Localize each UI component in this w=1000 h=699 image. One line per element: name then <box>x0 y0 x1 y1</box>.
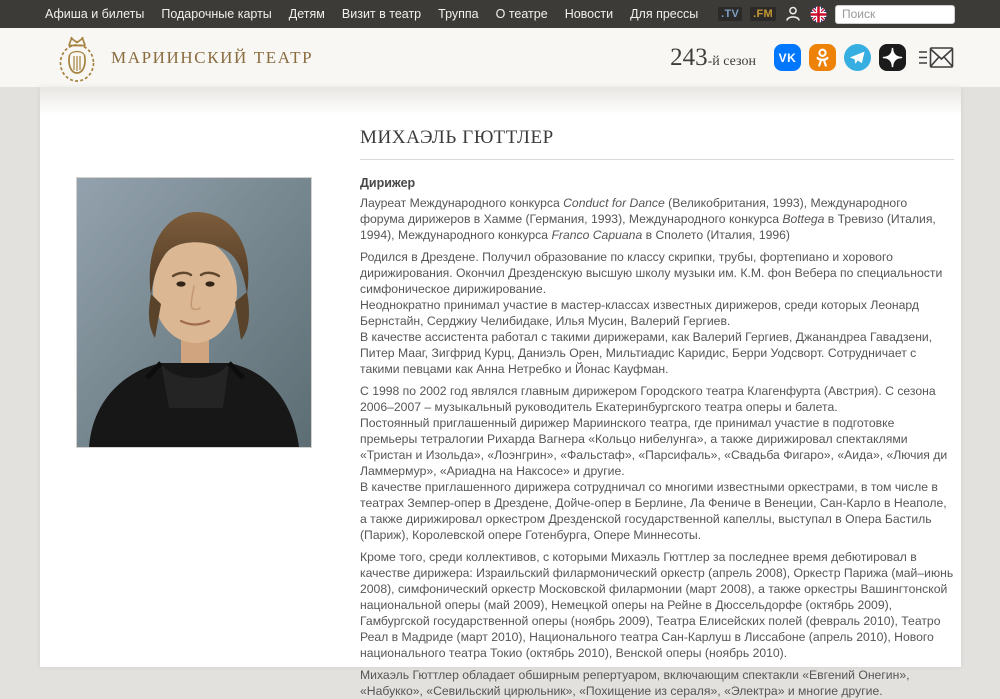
nav-item-5[interactable]: Труппа <box>438 7 479 21</box>
page-title: МИХАЭЛЬ ГЮТТЛЕР <box>360 127 554 148</box>
bio-column <box>360 87 954 699</box>
nav-item-8[interactable]: Для прессы <box>630 7 699 21</box>
nav-item-1[interactable]: Афиша и билеты <box>45 7 145 21</box>
mariinsky-tv-link[interactable]: .TV <box>718 7 742 21</box>
nav-item-2[interactable]: Подарочные карты <box>161 7 272 21</box>
bio-paragraph: Кроме того, среди коллективов, с которыми Михаэль Гюттлер за последнее время дебютировал в качестве дирижера: Израильский филармонический оркестр (апрель 2008), Оркестр Парижа (май–июнь 2008), симфонический оркестр Московской филармонии (март 2008), а также оркестры Вашингтонской национальной оперы (май 2009), Немецкой оперы на Рейне в Дюссельдорфе (октябрь 2009), Гамбургской государственной оперы (ноябрь 2009), Театра Елисейских полей (февраль 2010), Театро Реал в Мадриде (март 2010), Национального театра Сан-Карлуш в Лиссабоне (апрель 2010), Нового национального театра Токио (октябрь 2010), Венской оперы (ноябрь 2010). <box>360 550 954 660</box>
season-label: 243-й сезон <box>670 43 756 71</box>
user-icon[interactable] <box>784 5 802 23</box>
bio-text <box>360 195 954 699</box>
vk-icon[interactable]: VK <box>774 44 801 71</box>
bio-paragraph: Михаэль Гюттлер обладает обширным репертуаром, включающим спектакли «Евгений Онегин», «Набукко», «Севильский цирюльник», «Похищение из сераля», «Электра» и многие другие. <box>360 668 910 698</box>
bio-paragraph: С 1998 по 2002 год являлся главным дирижером Городского театра Клагенфурта (Австрия). С сезона 2006–2007 – музыкальный руководитель Екатеринбургского театра оперы и балета. Постоянный приглашенный дирижер Мариинского театра, где принимал участие в подготовке премьеры тетралогии Рихарда Вагнера «Кольцо нибелунга», а также дирижировал спектаклями «Тристан и Изольда», «Лоэнгрин», «Фальстаф», «Парсифаль», «Свадьба Фигаро», «Аида», «Лючия ди Ламмермур», «Ариадна на Наксосе» и другие. В качестве приглашенного дирижера сотрудничал со многими известными оркестрами, в том числе в театрах Земпер-опер в Дрездене, Дойче-опер в Берлине, Ла Фениче в Венеции, Сан-Карло в Неаполе, а также дирижировал оркестром Дрезденской государственной капеллы, выступал в Опера Бастиль (Париж), Королевской опере Готенбурга, Опере Миннесоты. <box>360 384 948 542</box>
nav-item-7[interactable]: Новости <box>564 7 614 21</box>
site-header <box>0 28 1000 87</box>
title-divider <box>360 159 954 160</box>
content-panel <box>40 87 961 698</box>
nav-item-3[interactable]: Детям <box>288 7 325 21</box>
nav-item-4[interactable]: Визит в театр <box>341 7 422 21</box>
nav-item-6[interactable]: О театре <box>495 7 548 21</box>
role-label: Дирижер <box>360 176 416 190</box>
zen-icon[interactable] <box>879 44 906 71</box>
brand-logo[interactable] <box>54 33 313 83</box>
mariinsky-fm-link[interactable]: .FM <box>750 7 776 21</box>
telegram-icon[interactable] <box>844 44 871 71</box>
newsletter-icon[interactable] <box>918 45 954 70</box>
bio-paragraph: Родился в Дрездене. Получил образование по классу скрипки, трубы, фортепиано и хорового дирижирования. Окончил Дрезденскую высшую школу музыки им. К.М. фон Вебера по специальности симфоническое дирижирование. Неоднократно принимал участие в мастер-классах известных дирижеров, среди которых Леонард Бернстайн, Серджиу Челибидаке, Илья Мусин, Валерий Гергиев. В качестве ассистента работал с такими дирижерами, как Валерий Гергиев, Джанандреа Гавадзени, Питер Мааг, Зигфрид Курц, Даниэль Орен, Мильтиадис Каридис, Берри Уодсворт. Сотрудничает с такими певцами как Анна Нетребко и Йонас Кауфман. <box>360 250 943 376</box>
mariinsky-emblem-icon <box>54 33 100 83</box>
search-input[interactable] <box>835 5 955 24</box>
conductor-portrait-photo <box>76 177 312 448</box>
header-right <box>670 28 954 87</box>
site-title: МАРИИНСКИЙ ТЕАТР <box>111 47 314 67</box>
bio-paragraph: Лауреат Международного конкурса Conduct for Dance (Великобритания, 1993), Международного форума дирижеров в Хамме (Германия, 1993), Международного конкурса Bottega в Тревизо (Италия, 1994), Международного конкурса Franco Capuana в Сполето (Италия, 1996) <box>360 196 936 242</box>
topbar <box>0 0 1000 28</box>
uk-flag-icon[interactable] <box>810 6 827 23</box>
odnoklassniki-icon[interactable] <box>809 44 836 71</box>
top-nav <box>45 7 698 21</box>
topbar-right <box>718 5 955 24</box>
